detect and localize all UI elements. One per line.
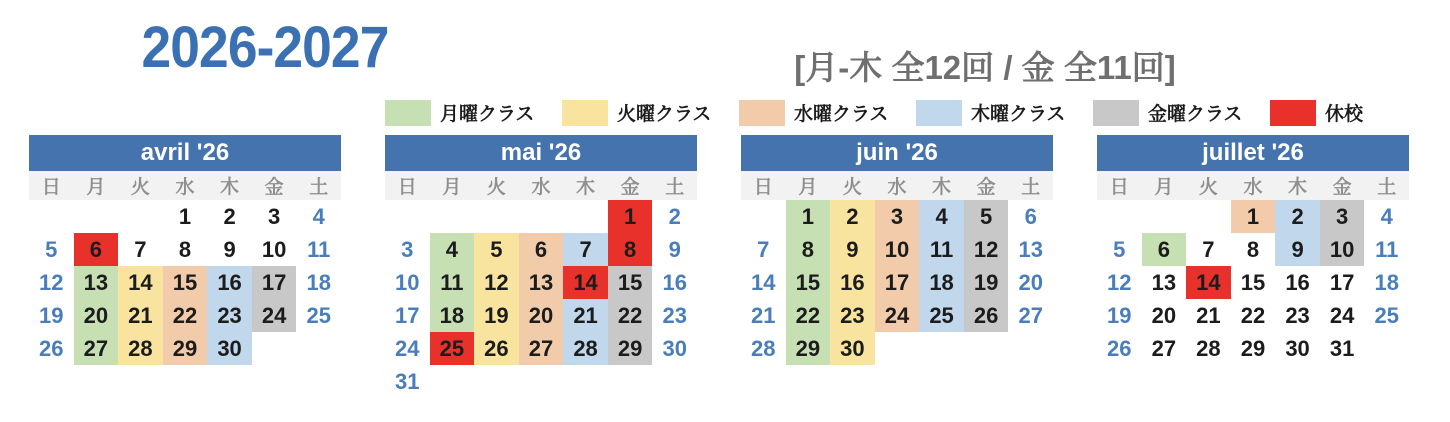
day-cell: 6	[519, 233, 564, 266]
weekday-header: 火	[486, 177, 506, 198]
empty-cell	[118, 200, 163, 233]
legend-item-thu	[916, 99, 1065, 126]
day-cell: 5	[964, 200, 1009, 233]
day-cell: 15	[786, 266, 831, 299]
week-row	[741, 200, 1053, 233]
day-cell: 13	[1151, 269, 1177, 295]
empty-cell	[919, 332, 964, 365]
day-cell: 19	[474, 299, 519, 332]
day-cell: 9	[830, 233, 875, 266]
weekday-header: 木	[220, 177, 240, 198]
day-cell: 19	[39, 302, 64, 328]
day-cell: 29	[1240, 335, 1266, 361]
legend-swatch-icon	[562, 100, 608, 126]
day-cell: 10	[1320, 233, 1365, 266]
day-cell: 28	[118, 332, 163, 365]
day-cell: 27	[74, 332, 119, 365]
empty-cell	[608, 365, 653, 398]
legend-swatch-icon	[739, 100, 785, 126]
empty-cell	[29, 200, 74, 233]
day-cell: 3	[268, 203, 281, 229]
weekday-header: 木	[576, 177, 596, 198]
day-cell: 8	[178, 236, 192, 262]
week-row	[741, 233, 1053, 266]
legend-label: 休校	[1325, 104, 1364, 125]
empty-cell	[474, 200, 519, 233]
weekday-header: 日	[41, 177, 61, 198]
day-cell: 25	[430, 332, 475, 365]
day-cell: 26	[39, 335, 64, 361]
legend-label: 火曜クラス	[617, 104, 712, 125]
day-cell: 29	[163, 332, 208, 365]
empty-cell	[964, 332, 1009, 365]
empty-cell	[1142, 200, 1187, 233]
day-cell: 11	[919, 233, 964, 266]
month-title: avril '26	[29, 135, 341, 171]
day-cell: 2	[830, 200, 875, 233]
weekday-header: 金	[620, 177, 640, 198]
legend-swatch-icon	[1093, 100, 1139, 126]
day-cell: 30	[830, 332, 875, 365]
weekday-header: 水	[1243, 177, 1263, 198]
day-cell: 9	[223, 236, 236, 262]
week-row	[29, 299, 341, 332]
legend-label: 金曜クラス	[1148, 104, 1243, 125]
day-cell: 7	[1202, 236, 1215, 262]
week-row	[385, 233, 697, 266]
day-cell: 14	[1186, 266, 1231, 299]
week-row	[385, 266, 697, 299]
week-row	[741, 266, 1053, 299]
day-cell: 23	[830, 299, 875, 332]
weekday-header: 金	[1332, 177, 1352, 198]
day-cell: 24	[395, 335, 420, 361]
day-cell: 10	[875, 233, 920, 266]
calendar-month-1	[385, 135, 697, 398]
day-cell: 4	[430, 233, 475, 266]
legend-swatch-icon	[916, 100, 962, 126]
day-cell: 19	[964, 266, 1009, 299]
day-cell: 6	[74, 233, 119, 266]
empty-cell	[385, 200, 430, 233]
day-cell: 17	[1329, 269, 1355, 295]
weekday-header: 日	[397, 177, 417, 198]
day-cell: 28	[563, 332, 608, 365]
week-row	[29, 233, 341, 266]
empty-cell	[519, 365, 564, 398]
day-cell: 11	[307, 236, 331, 262]
week-row	[385, 200, 697, 233]
day-cell: 4	[919, 200, 964, 233]
day-cell: 3	[1320, 200, 1365, 233]
day-cell: 1	[1231, 200, 1276, 233]
day-cell: 10	[261, 236, 287, 262]
day-cell: 22	[786, 299, 831, 332]
week-row	[385, 332, 697, 365]
day-cell: 14	[563, 266, 608, 299]
day-cell: 16	[207, 266, 252, 299]
weekday-header: 月	[86, 177, 106, 198]
day-cell: 20	[1018, 269, 1043, 295]
legend-item-wed	[739, 99, 888, 126]
weekday-header: 土	[1021, 177, 1041, 198]
day-cell: 22	[1240, 302, 1266, 328]
month-title: juillet '26	[1097, 135, 1409, 171]
day-cell: 20	[519, 299, 564, 332]
day-cell: 1	[178, 203, 192, 229]
day-cell: 30	[1285, 335, 1310, 361]
week-row	[385, 299, 697, 332]
day-cell: 8	[1246, 236, 1260, 262]
day-cell: 11	[1375, 236, 1399, 262]
day-cell: 21	[118, 299, 163, 332]
week-row	[29, 200, 341, 233]
empty-cell	[563, 200, 608, 233]
empty-cell	[875, 332, 920, 365]
legend-item-tue	[562, 99, 711, 126]
day-cell: 14	[751, 269, 776, 295]
day-cell: 2	[223, 203, 236, 229]
empty-cell	[74, 200, 119, 233]
month-title: juin '26	[741, 135, 1053, 171]
day-cell: 20	[1151, 302, 1177, 328]
week-row	[385, 365, 697, 398]
weekday-header: 土	[665, 177, 685, 198]
weekday-header: 木	[1288, 177, 1308, 198]
legend	[0, 99, 1450, 126]
week-row	[1097, 332, 1409, 365]
day-cell: 18	[306, 269, 331, 295]
day-cell: 25	[919, 299, 964, 332]
day-cell: 1	[786, 200, 831, 233]
legend-swatch-icon	[1270, 100, 1316, 126]
weekday-header: 月	[1154, 177, 1174, 198]
weekday-header: 水	[175, 177, 195, 198]
legend-item-off	[1270, 99, 1363, 126]
day-cell: 15	[608, 266, 653, 299]
day-cell: 18	[430, 299, 475, 332]
day-cell: 13	[74, 266, 119, 299]
day-cell: 12	[474, 266, 519, 299]
page-title: 2026-2027	[141, 15, 389, 80]
day-cell: 7	[134, 236, 147, 262]
day-cell: 12	[964, 233, 1009, 266]
day-cell: 13	[519, 266, 564, 299]
schedule-count-note: [月-木 全12回 / 金 全11回]	[794, 49, 1176, 86]
day-cell: 26	[474, 332, 519, 365]
empty-cell	[1186, 200, 1231, 233]
day-cell: 24	[252, 299, 297, 332]
day-cell: 5	[45, 236, 58, 262]
day-cell: 25	[1374, 302, 1399, 328]
legend-label: 木曜クラス	[971, 104, 1066, 125]
weekday-header: 水	[531, 177, 551, 198]
empty-cell	[1097, 200, 1142, 233]
day-cell: 23	[1285, 302, 1310, 328]
day-cell: 23	[207, 299, 252, 332]
day-cell: 21	[1196, 302, 1221, 328]
day-cell: 31	[1329, 335, 1355, 361]
day-cell: 8	[608, 233, 653, 266]
weekday-header-row	[741, 171, 1053, 200]
day-cell: 9	[1275, 233, 1320, 266]
weekday-header: 火	[130, 177, 150, 198]
day-cell: 4	[1380, 203, 1393, 229]
empty-cell	[1008, 332, 1053, 365]
empty-cell	[1364, 332, 1409, 365]
day-cell: 8	[786, 233, 831, 266]
weekday-header: 月	[442, 177, 462, 198]
day-cell: 25	[306, 302, 331, 328]
calendars-row	[0, 135, 1450, 415]
weekday-header: 日	[1109, 177, 1129, 198]
day-cell: 30	[662, 335, 687, 361]
empty-cell	[252, 332, 297, 365]
day-cell: 6	[1024, 203, 1037, 229]
day-cell: 24	[1329, 302, 1355, 328]
day-cell: 12	[39, 269, 64, 295]
day-cell: 7	[757, 236, 770, 262]
day-cell: 29	[786, 332, 831, 365]
empty-cell	[519, 200, 564, 233]
day-cell: 12	[1107, 269, 1132, 295]
day-cell: 16	[662, 269, 687, 295]
day-cell: 17	[875, 266, 920, 299]
day-cell: 9	[668, 236, 681, 262]
legend-item-mon	[385, 99, 534, 126]
day-cell: 2	[668, 203, 681, 229]
empty-cell	[474, 365, 519, 398]
day-cell: 15	[163, 266, 208, 299]
legend-label: 水曜クラス	[794, 104, 889, 125]
weekday-header: 土	[1377, 177, 1397, 198]
day-cell: 27	[519, 332, 564, 365]
day-cell: 26	[964, 299, 1009, 332]
day-cell: 28	[1196, 335, 1221, 361]
week-row	[29, 266, 341, 299]
empty-cell	[563, 365, 608, 398]
legend-label: 月曜クラス	[440, 104, 535, 125]
empty-cell	[296, 332, 341, 365]
week-row	[1097, 299, 1409, 332]
day-cell: 10	[395, 269, 420, 295]
weekday-header-row	[385, 171, 697, 200]
weekday-header: 土	[309, 177, 329, 198]
month-title: mai '26	[385, 135, 697, 171]
empty-cell	[741, 200, 786, 233]
week-row	[29, 332, 341, 365]
day-cell: 16	[830, 266, 875, 299]
day-cell: 18	[1374, 269, 1399, 295]
day-cell: 11	[430, 266, 475, 299]
day-cell: 29	[608, 332, 653, 365]
day-cell: 1	[608, 200, 653, 233]
weekday-header: 月	[798, 177, 818, 198]
legend-item-fri	[1093, 99, 1242, 126]
day-cell: 5	[1113, 236, 1126, 262]
day-cell: 4	[312, 203, 325, 229]
weekday-header: 木	[932, 177, 952, 198]
day-cell: 23	[662, 302, 687, 328]
day-cell: 19	[1107, 302, 1132, 328]
weekday-header: 火	[1198, 177, 1218, 198]
day-cell: 22	[608, 299, 653, 332]
day-cell: 27	[1018, 302, 1043, 328]
day-cell: 22	[163, 299, 208, 332]
week-row	[1097, 233, 1409, 266]
day-cell: 7	[563, 233, 608, 266]
day-cell: 30	[207, 332, 252, 365]
weekday-header: 火	[842, 177, 862, 198]
empty-cell	[652, 365, 697, 398]
day-cell: 14	[118, 266, 163, 299]
day-cell: 17	[252, 266, 297, 299]
day-cell: 24	[875, 299, 920, 332]
day-cell: 13	[1018, 236, 1043, 262]
weekday-header: 日	[753, 177, 773, 198]
day-cell: 21	[563, 299, 608, 332]
weekday-header-row	[1097, 171, 1409, 200]
empty-cell	[430, 200, 475, 233]
week-row	[741, 299, 1053, 332]
week-row	[1097, 266, 1409, 299]
day-cell: 17	[395, 302, 420, 328]
day-cell: 28	[751, 335, 776, 361]
day-cell: 31	[395, 368, 420, 394]
day-cell: 18	[919, 266, 964, 299]
week-row	[741, 332, 1053, 365]
calendar-month-2	[741, 135, 1053, 365]
empty-cell	[430, 365, 475, 398]
day-cell: 6	[1142, 233, 1187, 266]
weekday-header: 金	[976, 177, 996, 198]
day-cell: 5	[474, 233, 519, 266]
legend-swatch-icon	[385, 100, 431, 126]
day-cell: 21	[751, 302, 776, 328]
weekday-header-row	[29, 171, 341, 200]
day-cell: 3	[401, 236, 414, 262]
day-cell: 16	[1285, 269, 1310, 295]
day-cell: 27	[1151, 335, 1177, 361]
weekday-header: 金	[264, 177, 284, 198]
day-cell: 3	[875, 200, 920, 233]
day-cell: 15	[1240, 269, 1266, 295]
week-row	[1097, 200, 1409, 233]
calendar-month-0	[29, 135, 341, 365]
day-cell: 2	[1275, 200, 1320, 233]
calendar-month-3	[1097, 135, 1409, 365]
weekday-header: 水	[887, 177, 907, 198]
day-cell: 20	[74, 299, 119, 332]
day-cell: 26	[1107, 335, 1132, 361]
